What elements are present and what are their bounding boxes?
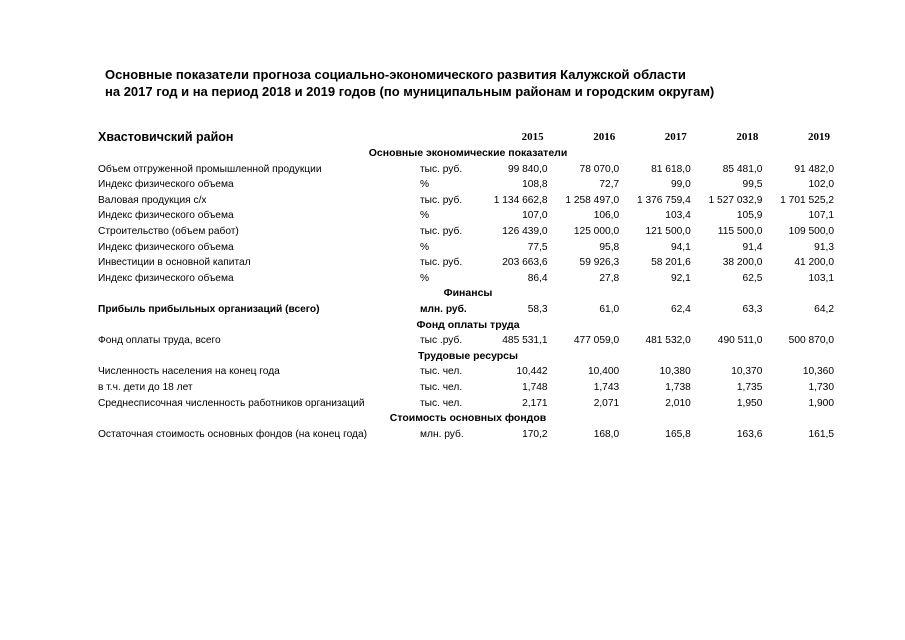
value-cell: 91,3 bbox=[814, 241, 834, 253]
indicator-unit: тыс. чел. bbox=[420, 397, 463, 409]
value-cell: 95,8 bbox=[599, 241, 620, 253]
value-cell: 170,2 bbox=[522, 428, 548, 440]
value-cell: 1,738 bbox=[665, 381, 691, 393]
value-cell: 1,743 bbox=[593, 381, 620, 393]
year-header: 2015 bbox=[521, 131, 544, 143]
section-header bbox=[98, 411, 838, 427]
value-cell: 1,735 bbox=[736, 381, 763, 393]
value-cell: 121 500,0 bbox=[645, 225, 691, 237]
value-cell: 481 532,0 bbox=[645, 335, 691, 347]
value-cell: 1 134 662,8 bbox=[493, 194, 548, 206]
value-cell: 126 439,0 bbox=[502, 225, 548, 237]
year-header: 2018 bbox=[736, 131, 759, 143]
value-cell: 109 500,0 bbox=[788, 225, 834, 237]
indicator-unit: % bbox=[420, 210, 430, 222]
value-cell: 163,6 bbox=[736, 428, 763, 440]
value-cell: 490 511,0 bbox=[717, 335, 763, 347]
value-cell: 94,1 bbox=[670, 241, 691, 253]
value-cell: 1,950 bbox=[736, 397, 763, 409]
value-cell: 161,5 bbox=[808, 428, 834, 440]
table-row bbox=[98, 396, 838, 412]
indicator-name: в т.ч. дети до 18 лет bbox=[98, 381, 193, 393]
table-row bbox=[98, 224, 838, 240]
indicator-name: Остаточная стоимость основных фондов (на конец года) bbox=[98, 428, 368, 440]
table-row bbox=[98, 208, 838, 224]
table-row bbox=[98, 240, 838, 256]
indicator-unit: тыс. руб. bbox=[420, 225, 463, 237]
indicator-name: Среднесписочная численность работников организаций bbox=[98, 397, 365, 409]
value-cell: 500 870,0 bbox=[788, 335, 834, 347]
value-cell: 105,9 bbox=[736, 210, 763, 222]
indicator-name: Валовая продукция с/х bbox=[98, 194, 207, 206]
value-cell: 10,442 bbox=[516, 366, 548, 378]
value-cell: 107,1 bbox=[808, 210, 834, 222]
value-cell: 41 200,0 bbox=[794, 257, 834, 269]
value-cell: 2,071 bbox=[593, 397, 620, 409]
table-row bbox=[98, 162, 838, 178]
year-header: 2017 bbox=[664, 131, 687, 143]
value-cell: 10,370 bbox=[731, 366, 763, 378]
value-cell: 1 258 497,0 bbox=[565, 194, 620, 206]
value-cell: 103,1 bbox=[808, 272, 834, 284]
value-cell: 64,2 bbox=[814, 303, 834, 315]
value-cell: 2,171 bbox=[522, 397, 548, 409]
value-cell: 59 926,3 bbox=[579, 257, 620, 269]
indicator-unit: тыс. руб. bbox=[420, 163, 463, 175]
value-cell: 58,3 bbox=[527, 303, 548, 315]
value-cell: 10,360 bbox=[802, 366, 834, 378]
value-cell: 2,010 bbox=[665, 397, 691, 409]
value-cell: 168,0 bbox=[593, 428, 620, 440]
value-cell: 103,4 bbox=[665, 210, 691, 222]
value-cell: 99,0 bbox=[670, 179, 691, 191]
value-cell: 86,4 bbox=[527, 272, 548, 284]
value-cell: 1,900 bbox=[808, 397, 834, 409]
indicator-name: Индекс физического объема bbox=[98, 179, 234, 191]
value-cell: 85 481,0 bbox=[722, 163, 763, 175]
indicator-unit: тыс. чел. bbox=[420, 381, 463, 393]
value-cell: 1 701 525,2 bbox=[780, 194, 834, 206]
table-row bbox=[98, 271, 838, 287]
value-cell: 77,5 bbox=[527, 241, 548, 253]
table-row bbox=[98, 255, 838, 271]
value-cell: 108,8 bbox=[522, 179, 548, 191]
header-row bbox=[98, 128, 838, 146]
indicator-name: Строительство (объем работ) bbox=[98, 225, 239, 237]
value-cell: 10,380 bbox=[659, 366, 691, 378]
section-main-title: Основные экономические показатели bbox=[368, 147, 568, 159]
section-header bbox=[98, 286, 838, 302]
indicators-table bbox=[98, 128, 838, 442]
value-cell: 115 500,0 bbox=[717, 225, 763, 237]
indicators-sheet bbox=[98, 128, 838, 442]
value-cell: 165,8 bbox=[665, 428, 691, 440]
indicator-name: Индекс физического объема bbox=[98, 272, 234, 284]
value-cell: 78 070,0 bbox=[579, 163, 620, 175]
value-cell: 485 531,1 bbox=[502, 335, 548, 347]
value-cell: 10,400 bbox=[588, 366, 620, 378]
section-header bbox=[98, 146, 838, 162]
year-header: 2019 bbox=[808, 131, 830, 143]
section-header bbox=[98, 318, 838, 334]
indicator-unit: тыс. руб. bbox=[420, 194, 463, 206]
indicator-unit: % bbox=[420, 179, 430, 191]
value-cell: 102,0 bbox=[808, 179, 834, 191]
section-labor-title: Трудовые ресурсы bbox=[417, 349, 518, 362]
value-cell: 99,5 bbox=[742, 179, 763, 191]
value-cell: 91 482,0 bbox=[794, 163, 834, 175]
value-cell: 1 376 759,4 bbox=[636, 194, 691, 206]
value-cell: 107,0 bbox=[522, 210, 548, 222]
value-cell: 1,730 bbox=[808, 381, 834, 393]
value-cell: 203 663,6 bbox=[502, 257, 548, 269]
value-cell: 106,0 bbox=[593, 210, 620, 222]
document-title bbox=[105, 66, 805, 100]
indicator-unit: тыс. руб. bbox=[420, 257, 463, 269]
indicator-name: Объем отгруженной промышленной продукции bbox=[98, 163, 322, 175]
indicator-name: Численность населения на конец года bbox=[98, 366, 280, 378]
section-header bbox=[98, 349, 838, 365]
indicator-name: Индекс физического объема bbox=[98, 210, 234, 222]
indicator-unit: млн. руб. bbox=[420, 303, 467, 315]
indicator-unit: тыс .руб. bbox=[420, 335, 463, 347]
indicator-unit: % bbox=[420, 272, 430, 284]
value-cell: 99 840,0 bbox=[507, 163, 548, 175]
title-line-1: Основные показатели прогноза социально-экономического развития Калужской области bbox=[105, 67, 686, 82]
value-cell: 81 618,0 bbox=[651, 163, 691, 175]
value-cell: 125 000,0 bbox=[573, 225, 620, 237]
table-row bbox=[98, 193, 838, 209]
value-cell: 38 200,0 bbox=[722, 257, 763, 269]
table-row bbox=[98, 333, 838, 349]
table-row bbox=[98, 427, 838, 443]
value-cell: 62,5 bbox=[742, 272, 763, 284]
value-cell: 1 527 032,9 bbox=[708, 194, 763, 206]
value-cell: 61,0 bbox=[599, 303, 620, 315]
value-cell: 62,4 bbox=[670, 303, 691, 315]
table-row bbox=[98, 364, 838, 380]
value-cell: 477 059,0 bbox=[573, 335, 620, 347]
section-wages-title: Фонд оплаты труда bbox=[416, 318, 520, 331]
indicator-unit: тыс. чел. bbox=[420, 366, 463, 378]
value-cell: 27,8 bbox=[599, 272, 620, 284]
indicator-unit: млн. руб. bbox=[420, 428, 464, 440]
value-cell: 63,3 bbox=[742, 303, 763, 315]
district-name: Хвастовичский район bbox=[98, 130, 234, 144]
year-header: 2016 bbox=[593, 131, 616, 143]
indicator-name: Инвестиции в основной капитал bbox=[98, 257, 251, 269]
value-cell: 91,4 bbox=[742, 241, 763, 253]
value-cell: 72,7 bbox=[599, 179, 620, 191]
indicator-unit: % bbox=[420, 241, 430, 253]
value-cell: 1,748 bbox=[522, 381, 548, 393]
indicator-name: Индекс физического объема bbox=[98, 241, 234, 253]
table-row bbox=[98, 302, 838, 318]
value-cell: 58 201,6 bbox=[651, 257, 691, 269]
title-line-2: на 2017 год и на период 2018 и 2019 годов (по муниципальным районам и городским округам) bbox=[105, 84, 715, 99]
value-cell: 92,1 bbox=[670, 272, 691, 284]
section-assets-title: Стоимость основных фондов bbox=[389, 412, 547, 425]
section-finance-title: Финансы bbox=[443, 287, 493, 300]
indicator-name: Прибыль прибыльных организаций (всего) bbox=[98, 303, 320, 315]
indicator-name: Фонд оплаты труда, всего bbox=[98, 335, 221, 347]
table-row bbox=[98, 380, 838, 396]
table-row bbox=[98, 177, 838, 193]
